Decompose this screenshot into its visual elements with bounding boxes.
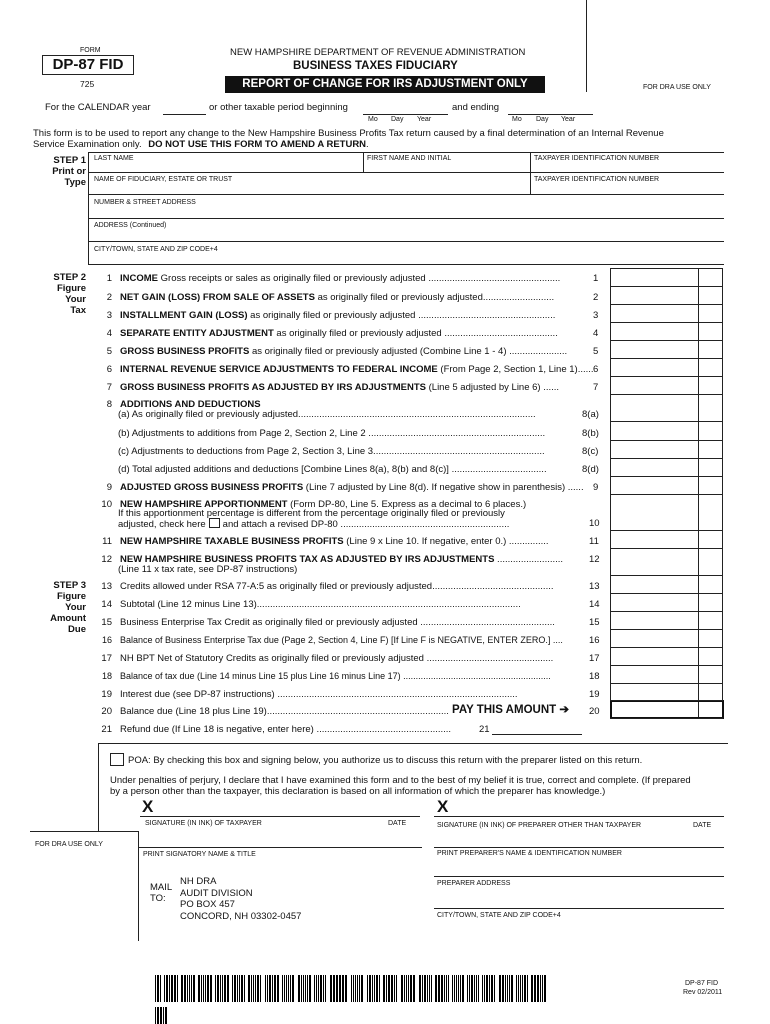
amount-row-rule bbox=[610, 718, 723, 719]
line-7: 7 GROSS BUSINESS PROFITS AS ADJUSTED BY IRS ADJUSTMENTS (Line 5 adjusted by Line 6) ...... bbox=[106, 382, 560, 393]
preparer-signature-field[interactable] bbox=[434, 816, 724, 817]
period-end-field[interactable] bbox=[508, 114, 593, 115]
taxpayer-signature-field[interactable] bbox=[140, 816, 420, 817]
line-20-ref: 20 bbox=[589, 706, 600, 717]
line-8c-ref: 8(c) bbox=[582, 446, 599, 457]
city-state-zip-field[interactable]: CITY/TOWN, STATE AND ZIP CODE+4 bbox=[94, 246, 218, 253]
line-3: 3 INSTALLMENT GAIN (LOSS) as originally filed or previously adjusted .................................................... bbox=[106, 310, 556, 321]
form-subtitle: BUSINESS TAXES FIDUCIARY bbox=[293, 60, 458, 72]
line-20: 20 Balance due (Line 18 plus Line 19)..................................................................... bbox=[101, 706, 449, 717]
signatory-label: PRINT SIGNATORY NAME & TITLE bbox=[143, 851, 256, 858]
line-2: 2 NET GAIN (LOSS) FROM SALE OF ASSETS as originally filed or previously adjusted........................... bbox=[106, 292, 555, 303]
begin-year-label: Year bbox=[417, 116, 432, 123]
amount-row-rule bbox=[610, 530, 723, 531]
street-address-field[interactable]: NUMBER & STREET ADDRESS bbox=[94, 199, 196, 206]
poa-checkbox[interactable] bbox=[110, 753, 124, 766]
poa-text: POA: By checking this box and signing below, you authorize us to discuss this return with the preparer listed on this return. bbox=[128, 755, 643, 766]
preparer-city-field[interactable]: CITY/TOWN, STATE AND ZIP CODE+4 bbox=[437, 912, 561, 919]
line-18-ref: 18 bbox=[589, 671, 600, 682]
intro-warning: DO NOT USE THIS FORM TO AMEND A RETURN bbox=[148, 139, 367, 150]
amount-row-rule bbox=[610, 548, 723, 549]
amount-row-rule bbox=[610, 593, 723, 594]
amount-row-rule bbox=[610, 304, 723, 305]
amount-row-rule bbox=[610, 440, 723, 441]
amount-row-rule bbox=[610, 286, 723, 287]
line-9-ref: 9 bbox=[593, 482, 599, 493]
taxpayer-sign-x: X bbox=[142, 797, 154, 816]
fiduciary-name-field[interactable]: NAME OF FIDUCIARY, ESTATE OR TRUST bbox=[94, 176, 233, 183]
footer-form-id: DP-87 FID bbox=[685, 980, 719, 987]
amount-row-rule bbox=[610, 665, 723, 666]
amount-row-rule bbox=[610, 421, 723, 422]
line-8b: (b) Adjustments to additions from Page 2, Section 2, Line 2 ................................................................... bbox=[118, 428, 546, 439]
line-13-ref: 13 bbox=[589, 581, 600, 592]
line-17: 17 NH BPT Net of Statutory Credits as originally filed or previously adjusted ................................................ bbox=[101, 653, 554, 664]
mail-address: NH DRA AUDIT DIVISION PO BOX 457 CONCORD, NH 03302-0457 bbox=[180, 876, 302, 922]
end-mo-label: Mo bbox=[512, 116, 522, 123]
dra-use-label: FOR DRA USE ONLY bbox=[643, 84, 711, 91]
line-10: 10 NEW HAMPSHIRE APPORTIONMENT (Form DP-80, Line 5. Express as a decimal to 6 places.) bbox=[101, 499, 527, 510]
form-banner: REPORT OF CHANGE FOR IRS ADJUSTMENT ONLY bbox=[225, 76, 545, 93]
step1-label: STEP 1 Print or Type bbox=[52, 155, 86, 188]
calendar-year-field[interactable] bbox=[163, 114, 206, 115]
step3-label: STEP 3 Figure Your Amount Due bbox=[50, 580, 86, 635]
line-14-ref: 14 bbox=[589, 599, 600, 610]
line-19-ref: 19 bbox=[589, 689, 600, 700]
last-name-field[interactable]: LAST NAME bbox=[94, 155, 134, 162]
line-12: 12 NEW HAMPSHIRE BUSINESS PROFITS TAX AS ADJUSTED BY IRS ADJUSTMENTS ......................... bbox=[101, 554, 564, 565]
period-calendar-label: For the CALENDAR year bbox=[45, 102, 151, 113]
department-name: NEW HAMPSHIRE DEPARTMENT OF REVENUE ADMINISTRATION bbox=[230, 47, 526, 58]
taxpayer-date-label: DATE bbox=[388, 820, 407, 827]
line-8a-ref: 8(a) bbox=[582, 409, 599, 420]
perjury-line-1: Under penalties of perjury, I declare that I have examined this form and to the best of my belief it is true, correct and complete. (If prepared bbox=[110, 775, 691, 786]
line-7-ref: 7 bbox=[593, 382, 599, 393]
line-2-ref: 2 bbox=[593, 292, 599, 303]
amount-row-rule bbox=[610, 575, 723, 576]
amount-row-rule bbox=[610, 358, 723, 359]
mail-to-label: MAIL TO: bbox=[150, 882, 173, 904]
amount-column-left bbox=[610, 268, 611, 718]
line-10-note: If this apportionment percentage is different from the percentage originally filed or previously bbox=[118, 508, 505, 519]
line-18: 18 Balance of tax due (Line 14 minus Line 15 plus Line 16 minus Line 17) ........................................................... bbox=[101, 671, 551, 681]
line-8: 8 ADDITIONS AND DEDUCTIONS bbox=[106, 399, 261, 410]
preparer-address-field[interactable]: PREPARER ADDRESS bbox=[437, 880, 511, 887]
end-day-label: Day bbox=[536, 116, 549, 123]
amount-row-rule bbox=[610, 376, 723, 377]
refund-field[interactable] bbox=[492, 734, 582, 735]
line-6: 6 INTERNAL REVENUE SERVICE ADJUSTMENTS TO FEDERAL INCOME (From Page 2, Section 1, Line 1)...... bbox=[106, 364, 594, 375]
line-5-ref: 5 bbox=[593, 346, 599, 357]
line-10-ref: 10 bbox=[589, 518, 600, 529]
amount-column-right bbox=[722, 268, 723, 718]
line-4-ref: 4 bbox=[593, 328, 599, 339]
line-21: 21 Refund due (If Line 18 is negative, enter here) ................................................... bbox=[101, 724, 452, 735]
line-9: 9 ADJUSTED GROSS BUSINESS PROFITS (Line 7 adjusted by Line 8(d). If negative show in parenthesis) ...... bbox=[106, 482, 584, 493]
address-continued-field[interactable]: ADDRESS (Continued) bbox=[94, 222, 167, 229]
period-other-label: or other taxable period beginning bbox=[209, 102, 348, 113]
preparer-date-label: DATE bbox=[693, 822, 712, 829]
line-13: 13 Credits allowed under RSA 77-A:5 as originally filed or previously adjusted.............................................. bbox=[101, 581, 554, 592]
line-14: 14 Subtotal (Line 12 minus Line 13).................................................................................................... bbox=[101, 599, 521, 610]
pay-this-amount-label: PAY THIS AMOUNT ➔ bbox=[452, 704, 569, 716]
line-15: 15 Business Enterprise Tax Credit as originally filed or previously adjusted ................................................... bbox=[101, 617, 555, 628]
amount-row-rule bbox=[610, 700, 723, 701]
amount-row-rule bbox=[610, 394, 723, 395]
begin-mo-label: Mo bbox=[368, 116, 378, 123]
line-16: 16 Balance of Business Enterprise Tax due (Page 2, Section 4, Line F) [If Line F is NEGATIVE, ENTER ZERO.] .... bbox=[101, 635, 563, 645]
line-12-ref: 12 bbox=[589, 554, 600, 565]
line-21-ref: 21 bbox=[479, 724, 490, 735]
footer-revision: Rev 02/2011 bbox=[683, 989, 723, 996]
amount-row-rule bbox=[610, 494, 723, 495]
period-begin-field[interactable] bbox=[363, 114, 448, 115]
line-3-ref: 3 bbox=[593, 310, 599, 321]
line-16-ref: 16 bbox=[589, 635, 600, 646]
line-4: 4 SEPARATE ENTITY ADJUSTMENT as originally filed or previously adjusted ........................................... bbox=[106, 328, 558, 339]
step2-label: STEP 2 Figure Your Tax bbox=[53, 272, 86, 316]
first-name-field[interactable]: FIRST NAME AND INITIAL bbox=[367, 155, 452, 162]
form-number: 725 bbox=[80, 79, 95, 89]
line-17-ref: 17 bbox=[589, 653, 600, 664]
line-19: 19 Interest due (see DP-87 instructions) ........................................................................................... bbox=[101, 689, 518, 700]
line-8d-ref: 8(d) bbox=[582, 464, 599, 475]
form-id: DP-87 FID bbox=[42, 55, 134, 75]
line-5: 5 GROSS BUSINESS PROFITS as originally filed or previously adjusted (Combine Line 1 - 4) ...................... bbox=[106, 346, 568, 357]
form-word: FORM bbox=[80, 47, 101, 54]
apportionment-checkbox[interactable] bbox=[209, 518, 220, 528]
period-ending-label: and ending bbox=[452, 102, 500, 113]
line-1: 1 INCOME Gross receipts or sales as originally filed or previously adjusted .................................................. bbox=[106, 273, 561, 284]
line-12-note: (Line 11 x tax rate, see DP-87 instructions) bbox=[118, 564, 298, 575]
line-10-check-row: adjusted, check here and attach a revised DP-80 ................................................................ bbox=[118, 519, 510, 530]
line-6-ref: 6 bbox=[593, 364, 599, 375]
amount-row-rule bbox=[610, 611, 723, 612]
dra-use-label-bottom: FOR DRA USE ONLY bbox=[35, 841, 103, 848]
amount-row-rule bbox=[610, 322, 723, 323]
perjury-line-2: by a person other than the taxpayer, this declaration is based on all information of which the preparer has knowledge.) bbox=[110, 786, 606, 797]
preparer-sign-x: X bbox=[437, 797, 449, 816]
line-8a: (a) As originally filed or previously adjusted.......................................................................................... bbox=[118, 409, 536, 420]
amount-row-rule bbox=[610, 683, 723, 684]
begin-day-label: Day bbox=[391, 116, 404, 123]
line-1-ref: 1 bbox=[593, 273, 599, 284]
tin-field-1[interactable]: TAXPAYER IDENTIFICATION NUMBER bbox=[534, 155, 660, 162]
amount-column-cents bbox=[698, 268, 699, 718]
amount-row-rule bbox=[610, 647, 723, 648]
barcode bbox=[155, 975, 550, 1002]
amount-row-rule bbox=[610, 476, 723, 477]
line-15-ref: 15 bbox=[589, 617, 600, 628]
amount-row-rule bbox=[610, 458, 723, 459]
amount-row-rule bbox=[610, 340, 723, 341]
pay-amount-box[interactable] bbox=[610, 700, 724, 719]
preparer-sig-label: SIGNATURE (IN INK) OF PREPARER OTHER THAN TAXPAYER bbox=[437, 822, 642, 829]
top-divider bbox=[586, 0, 587, 92]
line-11: 11 NEW HAMPSHIRE TAXABLE BUSINESS PROFITS (Line 9 x Line 10. If negative, enter 0.) ............... bbox=[102, 536, 549, 547]
line-11-ref: 11 bbox=[589, 536, 599, 547]
amount-row-rule bbox=[610, 629, 723, 630]
preparer-name-label: PRINT PREPARER'S NAME & IDENTIFICATION NUMBER bbox=[437, 850, 622, 857]
taxpayer-sig-label: SIGNATURE (IN INK) OF TAXPAYER bbox=[145, 820, 262, 827]
line-8b-ref: 8(b) bbox=[582, 428, 599, 439]
preparer-name-field[interactable] bbox=[434, 847, 724, 848]
signatory-name-field[interactable] bbox=[138, 847, 422, 848]
tin-field-2[interactable]: TAXPAYER IDENTIFICATION NUMBER bbox=[534, 176, 660, 183]
intro-line-2-text: Service Examination only. bbox=[33, 139, 142, 150]
intro-line-1: This form is to be used to report any change to the New Hampshire Business Profits Tax return caused by a final determination of an Internal Revenue bbox=[33, 128, 664, 139]
line-8d: (d) Total adjusted additions and deductions [Combine Lines 8(a), 8(b) and 8(c)] .................................... bbox=[118, 464, 547, 475]
intro-line-2: Service Examination only. DO NOT USE THIS FORM TO AMEND A RETURN. bbox=[33, 139, 369, 150]
line-8c: (c) Adjustments to deductions from Page 2, Section 3, Line 3................................................................. bbox=[118, 446, 545, 457]
end-year-label: Year bbox=[561, 116, 576, 123]
